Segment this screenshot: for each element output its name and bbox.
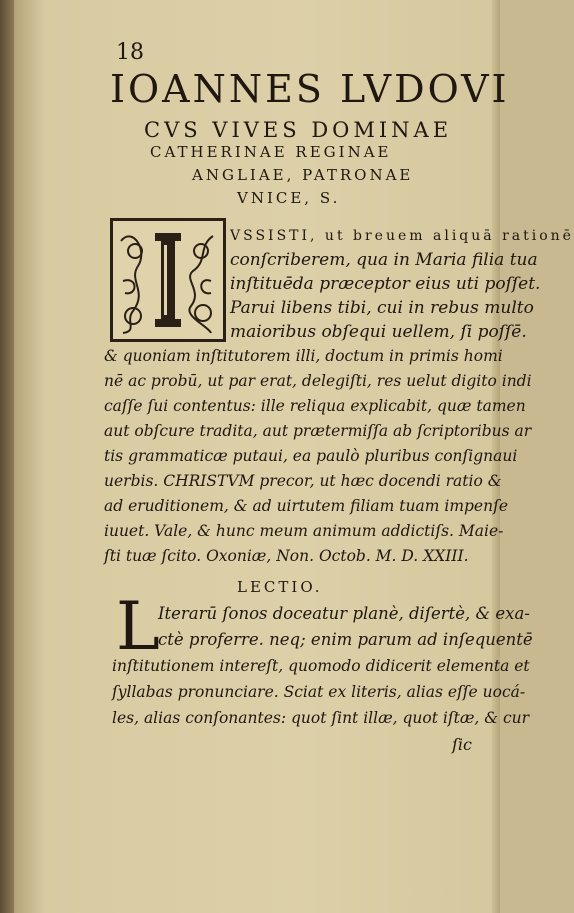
heading-line-3: CATHERINAE REGINAE	[150, 143, 392, 161]
ornament-initial-icon	[113, 221, 223, 339]
lectio-initial-l: L	[116, 588, 160, 665]
lectio-line-1: Iterarū ſonos doceatur planè, diſertè, & exa-	[158, 604, 530, 623]
letter-line-3: Parui libens tibi, cui in rebus multo	[230, 298, 534, 318]
lectio-line-2: ctè proferre. neq; enim parum ad inſequentē	[158, 630, 533, 649]
lectio-line-5: les, alias conſonantes: quot ſint illæ, quot iſtæ, & cur	[112, 709, 530, 727]
letter-line-11: ad eruditionem, & ad uirtutem filiam tuam impenſe	[104, 497, 508, 515]
section-heading: LECTIO.	[237, 578, 323, 596]
letter-line-5: & quoniam inſtitutorem illi, doctum in primis homi	[104, 347, 503, 365]
page-gutter-shadow	[0, 0, 14, 913]
letter-line-13: ſti tuæ ſcito. Oxoniæ, Non. Octob. M. D. XXIII.	[104, 547, 469, 565]
heading-line-5: VNICE, S.	[237, 189, 341, 207]
letter-line-12: iuuet. Vale, & hunc meum animum addictiſs. Maie-	[104, 522, 504, 540]
heading-line-1: IOANNES LVDOVI	[110, 67, 510, 111]
page-number: 18	[116, 40, 144, 65]
letter-line-6: nē ac probū, ut par erat, delegiſti, res uelut digito indi	[104, 372, 532, 390]
lectio-line-3: inſtitutionem intereſt, quomodo didicerit elementa et	[112, 657, 530, 675]
letter-line-1: conſcriberem, qua in Maria filia tua	[230, 250, 538, 270]
letter-line-4: maioribus obſequi uellem, ſi poſſē.	[230, 322, 527, 342]
letter-line-2: inſtituēda præceptor eius uti poſſet.	[230, 274, 541, 294]
catchword: ſic	[452, 735, 472, 754]
letter-line-9: tis grammaticæ putaui, ea paulò pluribus conſignaui	[104, 447, 518, 465]
letter-line-10: uerbis. CHRISTVM precor, ut hæc docendi ratio &	[104, 472, 502, 490]
heading-line-4: ANGLIAE, PATRONAE	[192, 166, 414, 184]
letter-line-8: aut obſcure tradita, aut prætermiſſa ab ſcriptoribus ar	[104, 422, 532, 440]
lectio-line-4: ſyllabas pronunciare. Sciat ex literis, alias eſſe uocá-	[112, 683, 526, 701]
decorated-initial-i	[110, 218, 226, 342]
letter-line-7: caſſe ſui contentus: ille reliqua explicabit, quæ tamen	[104, 397, 526, 415]
heading-line-2: CVS VIVES DOMINAE	[144, 118, 453, 142]
letter-first-line: VSSISTI, ut breuem aliquā rationē	[230, 228, 574, 244]
